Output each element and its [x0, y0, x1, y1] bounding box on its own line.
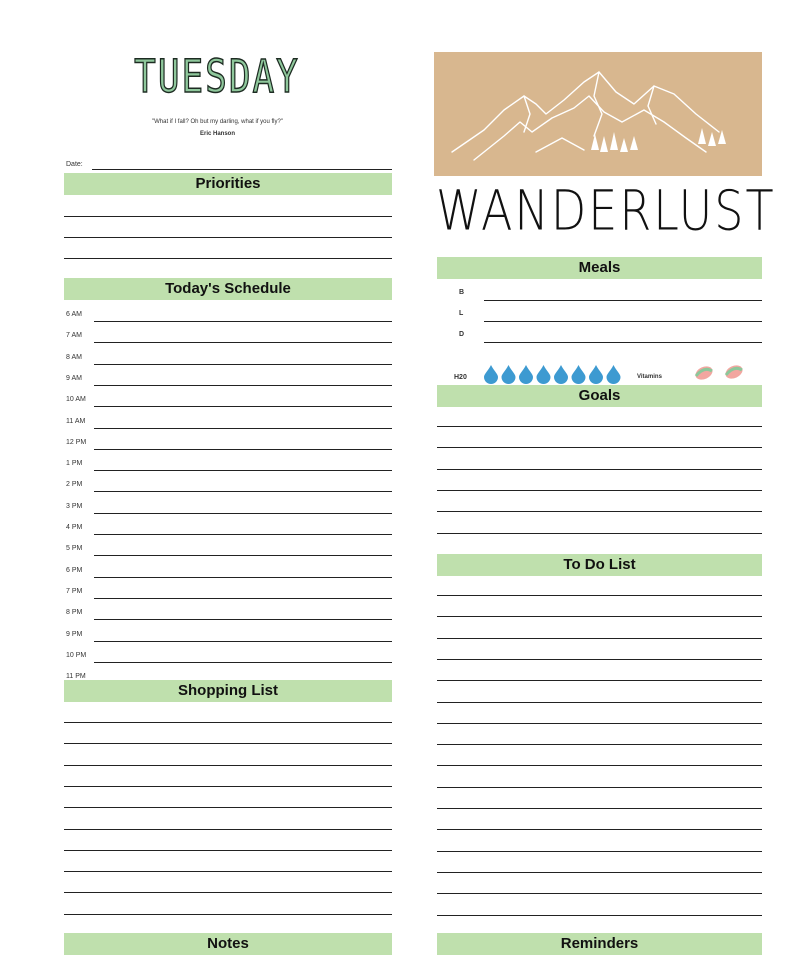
goal-line[interactable]	[437, 533, 762, 534]
water-drop-icon[interactable]	[537, 365, 551, 384]
meal-label: L	[459, 310, 464, 317]
schedule-entry-line[interactable]	[94, 598, 392, 599]
schedule-entry-line[interactable]	[94, 385, 392, 386]
water-drop-icon[interactable]	[607, 365, 621, 384]
priorities-header: Priorities	[64, 173, 392, 195]
todo-header: To Do List	[437, 554, 762, 576]
schedule-time-label: 7 PM	[66, 587, 83, 595]
schedule-time-label: 10 AM	[66, 396, 86, 404]
date-label: Date:	[66, 161, 83, 168]
schedule-entry-line[interactable]	[94, 491, 392, 492]
schedule-entry-line[interactable]	[94, 555, 392, 556]
schedule-time-label: 9 PM	[66, 630, 83, 638]
vitamin-pill-icon[interactable]	[693, 364, 714, 382]
schedule-time-label: 8 AM	[66, 353, 82, 361]
shopping-line[interactable]	[64, 892, 392, 893]
water-drop-icon[interactable]	[554, 365, 568, 384]
todo-line[interactable]	[437, 787, 762, 788]
priority-line[interactable]	[64, 258, 392, 259]
schedule-entry-line[interactable]	[94, 342, 392, 343]
mountain-banner	[434, 52, 762, 176]
shopping-header: Shopping List	[64, 680, 392, 702]
notes-header: Notes	[64, 933, 392, 955]
schedule-entry-line[interactable]	[94, 406, 392, 407]
shopping-line[interactable]	[64, 850, 392, 851]
shopping-line[interactable]	[64, 743, 392, 744]
shopping-line[interactable]	[64, 914, 392, 915]
priority-line[interactable]	[64, 237, 392, 238]
todo-line[interactable]	[437, 702, 762, 703]
shopping-line[interactable]	[64, 786, 392, 787]
vitamin-pill-icon[interactable]	[723, 363, 744, 381]
water-drop-icon[interactable]	[572, 365, 586, 384]
schedule-entry-line[interactable]	[94, 364, 392, 365]
priority-line[interactable]	[64, 216, 392, 217]
schedule-entry-line[interactable]	[94, 428, 392, 429]
quote-author: Eric Hanson	[199, 131, 235, 137]
goal-line[interactable]	[437, 469, 762, 470]
todo-line[interactable]	[437, 744, 762, 745]
schedule-time-label: 1 PM	[66, 460, 83, 468]
day-title: TUESDAY	[134, 52, 300, 104]
shopping-line[interactable]	[64, 722, 392, 723]
schedule-entry-line[interactable]	[94, 449, 392, 450]
schedule-time-label: 11 PM	[66, 673, 86, 681]
quote-text: "What if I fall? Oh but my darling, what if you fly?"	[152, 119, 283, 125]
schedule-time-label: 4 PM	[66, 524, 83, 531]
schedule-time-label: 3 PM	[66, 502, 83, 510]
water-tracker	[483, 364, 633, 384]
schedule-time-label: 6 PM	[66, 566, 83, 574]
meal-label: B	[459, 289, 465, 296]
schedule-entry-line[interactable]	[94, 470, 392, 471]
schedule-time-label: 10 PM	[66, 651, 87, 659]
meal-label: D	[459, 331, 465, 338]
schedule-time-label: 2 PM	[66, 481, 83, 489]
goal-line[interactable]	[437, 511, 762, 512]
schedule-time-label: 5 PM	[66, 545, 83, 553]
shopping-line[interactable]	[64, 829, 392, 830]
vitamin-tracker	[690, 362, 750, 384]
vitamins-label: Vitamins	[637, 374, 662, 380]
shopping-line[interactable]	[64, 807, 392, 808]
todo-line[interactable]	[437, 851, 762, 852]
schedule-entry-line[interactable]	[94, 641, 392, 642]
meals-header: Meals	[437, 257, 762, 279]
water-drop-icon[interactable]	[484, 365, 498, 384]
goal-line[interactable]	[437, 447, 762, 448]
shopping-line[interactable]	[64, 765, 392, 766]
goal-line[interactable]	[437, 426, 762, 427]
todo-line[interactable]	[437, 638, 762, 639]
schedule-entry-line[interactable]	[94, 619, 392, 620]
water-drop-icon[interactable]	[589, 365, 603, 384]
todo-line[interactable]	[437, 872, 762, 873]
shopping-line[interactable]	[64, 871, 392, 872]
todo-line[interactable]	[437, 893, 762, 894]
goal-line[interactable]	[437, 490, 762, 491]
schedule-time-label: 11 AM	[66, 417, 86, 425]
schedule-time-label: 9 AM	[66, 374, 82, 382]
todo-line[interactable]	[437, 659, 762, 660]
schedule-entry-line[interactable]	[94, 321, 392, 322]
schedule-entry-line[interactable]	[94, 577, 392, 578]
schedule-time-label: 6 AM	[66, 311, 82, 318]
mountain-illustration	[434, 52, 762, 176]
schedule-time-label: 12 PM	[66, 438, 87, 446]
todo-line[interactable]	[437, 616, 762, 617]
schedule-entry-line[interactable]	[94, 662, 392, 663]
schedule-header: Today's Schedule	[64, 278, 392, 300]
todo-line[interactable]	[437, 808, 762, 809]
water-drop-icon[interactable]	[502, 365, 516, 384]
todo-line[interactable]	[437, 680, 762, 681]
schedule-time-label: 8 PM	[66, 609, 83, 617]
schedule-entry-line[interactable]	[94, 513, 392, 514]
todo-line[interactable]	[437, 595, 762, 596]
todo-line[interactable]	[437, 765, 762, 766]
meal-entry-line[interactable]	[484, 321, 762, 322]
meal-entry-line[interactable]	[484, 300, 762, 301]
wanderlust-title: WANDERLUST	[436, 178, 776, 243]
h2o-label: H20	[454, 374, 467, 381]
goals-header: Goals	[437, 385, 762, 407]
schedule-entry-line[interactable]	[94, 534, 392, 535]
meal-entry-line[interactable]	[484, 342, 762, 343]
schedule-time-label: 7 AM	[66, 332, 82, 340]
date-line[interactable]	[92, 169, 392, 170]
todo-line[interactable]	[437, 915, 762, 916]
water-drop-icon[interactable]	[519, 365, 533, 384]
todo-line[interactable]	[437, 829, 762, 830]
reminders-header: Reminders	[437, 933, 762, 955]
todo-line[interactable]	[437, 723, 762, 724]
